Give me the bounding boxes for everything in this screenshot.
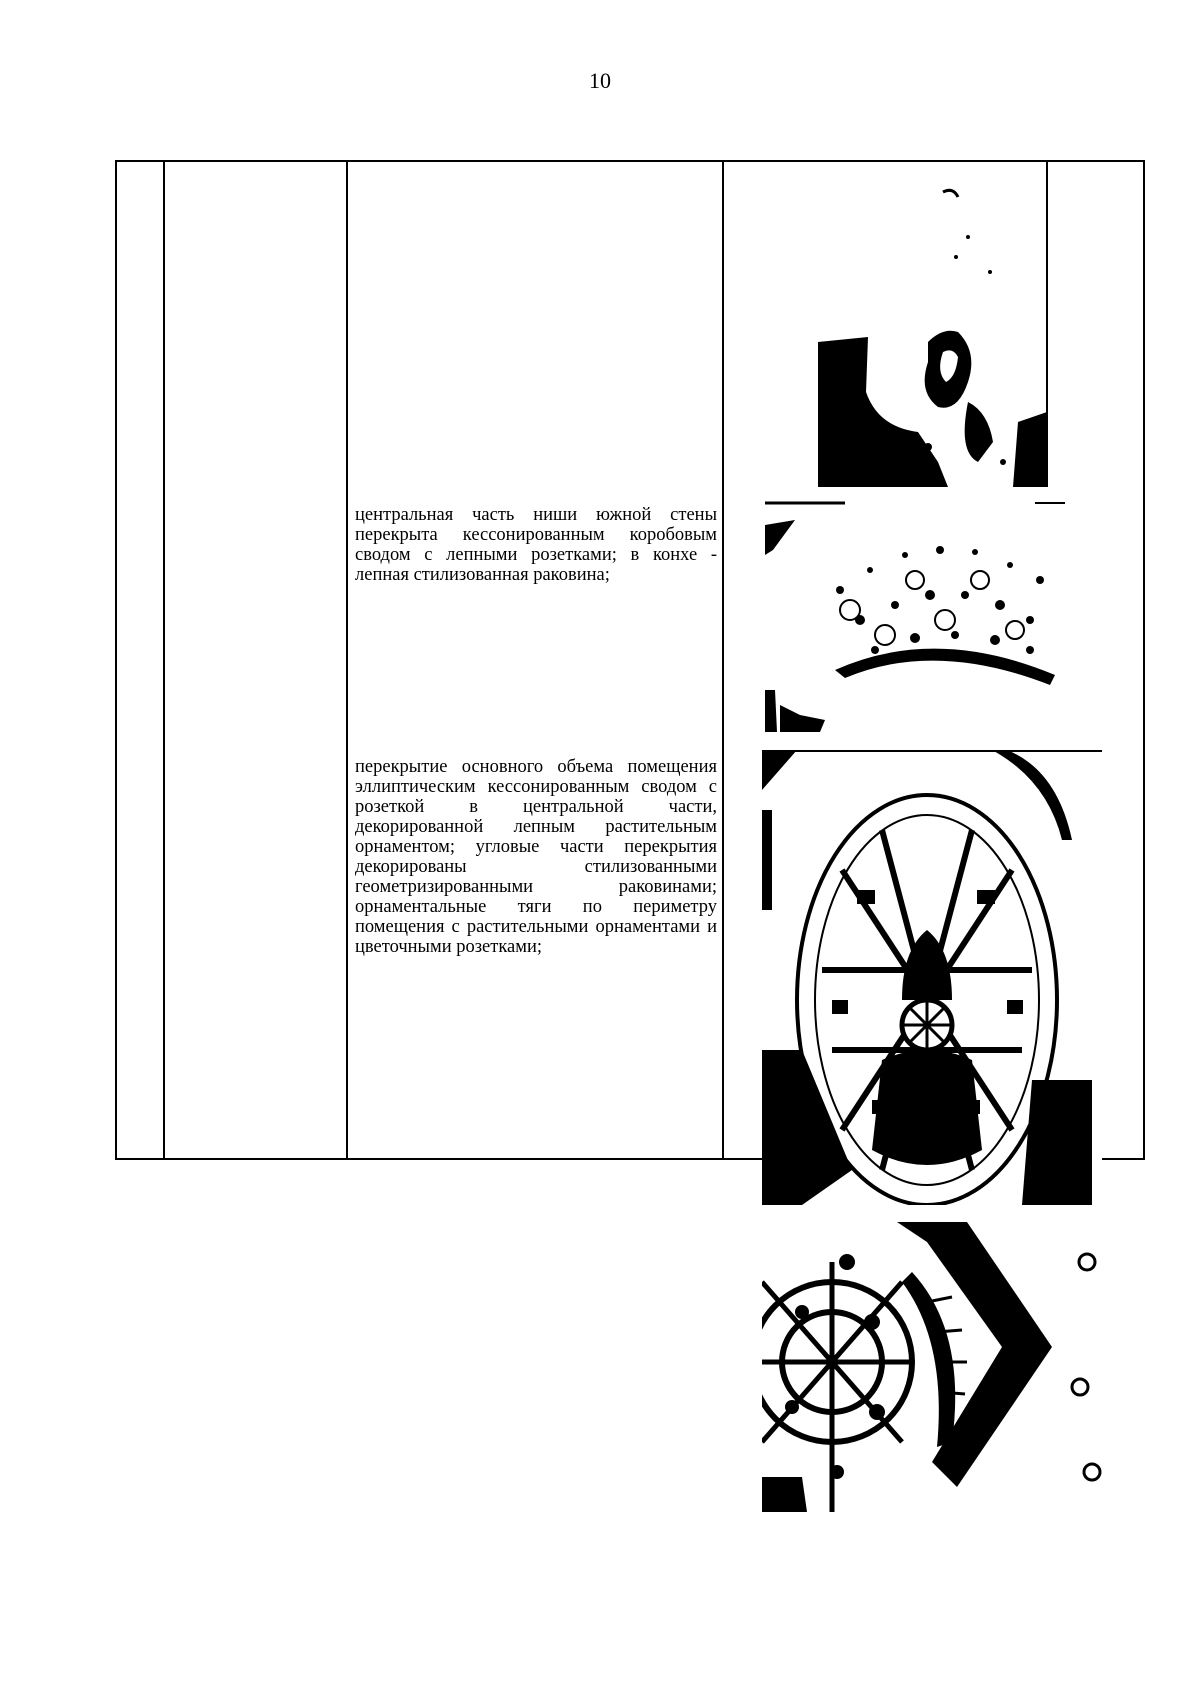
page-number: 10 — [589, 68, 611, 93]
column-divider — [346, 162, 348, 1158]
photo-corner-shell-ornament — [762, 1222, 1117, 1512]
photo-coffered-vault-rosettes — [765, 500, 1065, 732]
column-divider — [722, 162, 724, 1158]
photo-elliptical-vault — [762, 750, 1102, 1205]
row-description-niche: центральная часть ниши южной стены перекрыта кессонированным коробовым сводом с лепными розетками; в конхе - лепная стилизованная раковина; — [355, 505, 717, 585]
row-description-vault: перекрытие основного объема помещения эллиптическим кессонированным сводом с розеткой в центральной части, декорированной лепным растительным орнаментом; угловые части перекрытия декорированы стилизованными геометризированными раковинами; орнаментальные тяги по периметру помещения с растительными орнаментами и цветочными розетками; — [355, 757, 717, 957]
column-divider — [163, 162, 165, 1158]
photo-niche-fragment — [818, 162, 1048, 487]
